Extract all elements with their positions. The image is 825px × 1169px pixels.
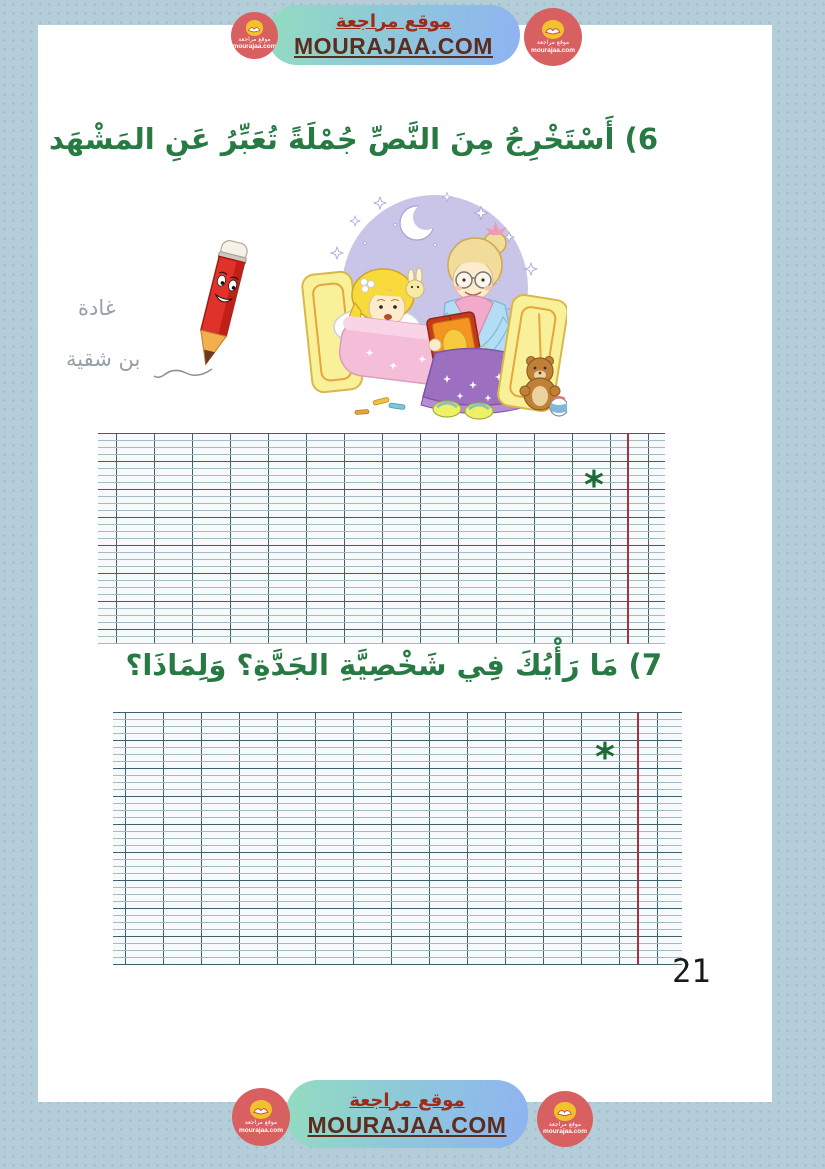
mourajaa-logo — [524, 8, 582, 66]
logo-name-arabic: موقع مراجعة — [536, 39, 570, 47]
logo-domain: mourajaa.com — [542, 1128, 588, 1136]
question-7: 7) مَا رَأْيُكَ فِي شَخْصِيَّةِ الجَدَّةِ؟ وَلِمَاذَا؟ — [125, 648, 662, 682]
answer-marker-2: * — [595, 735, 615, 779]
book-icon — [554, 1102, 575, 1120]
answer-grid-1[interactable] — [98, 433, 665, 644]
margin-line — [627, 433, 629, 644]
question-6: 6) أَسْتَخْرِجُ مِنَ النَّصِّ جُمْلَةً تُعَبِّرُ عَنِ المَشْهَد — [48, 122, 658, 156]
logo-name-arabic: موقع مراجعة — [238, 35, 271, 43]
site-domain-link[interactable]: MOURAJAA.COM — [294, 33, 493, 60]
site-name-arabic: موقع مراجعة — [335, 10, 452, 32]
book-icon — [250, 1100, 272, 1119]
page-number: 21 — [672, 952, 711, 990]
pencil-character-illustration — [150, 228, 270, 383]
logo-domain: mourajaa.com — [530, 46, 576, 54]
answer-grid-2[interactable] — [113, 712, 682, 965]
site-domain-link[interactable]: MOURAJAA.COM — [307, 1112, 507, 1139]
mourajaa-logo — [232, 1088, 290, 1146]
answer-marker-1: * — [584, 463, 604, 507]
mourajaa-logo — [537, 1091, 593, 1147]
author-name-line1: غادة — [78, 296, 116, 320]
site-name-arabic: موقع مراجعة — [349, 1089, 465, 1111]
mourajaa-logo — [231, 12, 278, 59]
logo-name-arabic: موقع مراجعة — [548, 1120, 582, 1128]
site-banner-top — [267, 5, 520, 65]
crayons-icon — [355, 397, 405, 414]
logo-domain: mourajaa.com — [232, 43, 277, 51]
grandma-reading-illustration — [295, 185, 567, 423]
book-icon — [542, 20, 564, 39]
logo-domain: mourajaa.com — [238, 1126, 284, 1134]
book-icon — [246, 20, 264, 36]
site-banner-bottom — [286, 1080, 528, 1148]
author-name-line2: بن شقية — [66, 347, 141, 371]
logo-name-arabic: موقع مراجعة — [244, 1119, 278, 1127]
margin-line — [637, 712, 639, 965]
